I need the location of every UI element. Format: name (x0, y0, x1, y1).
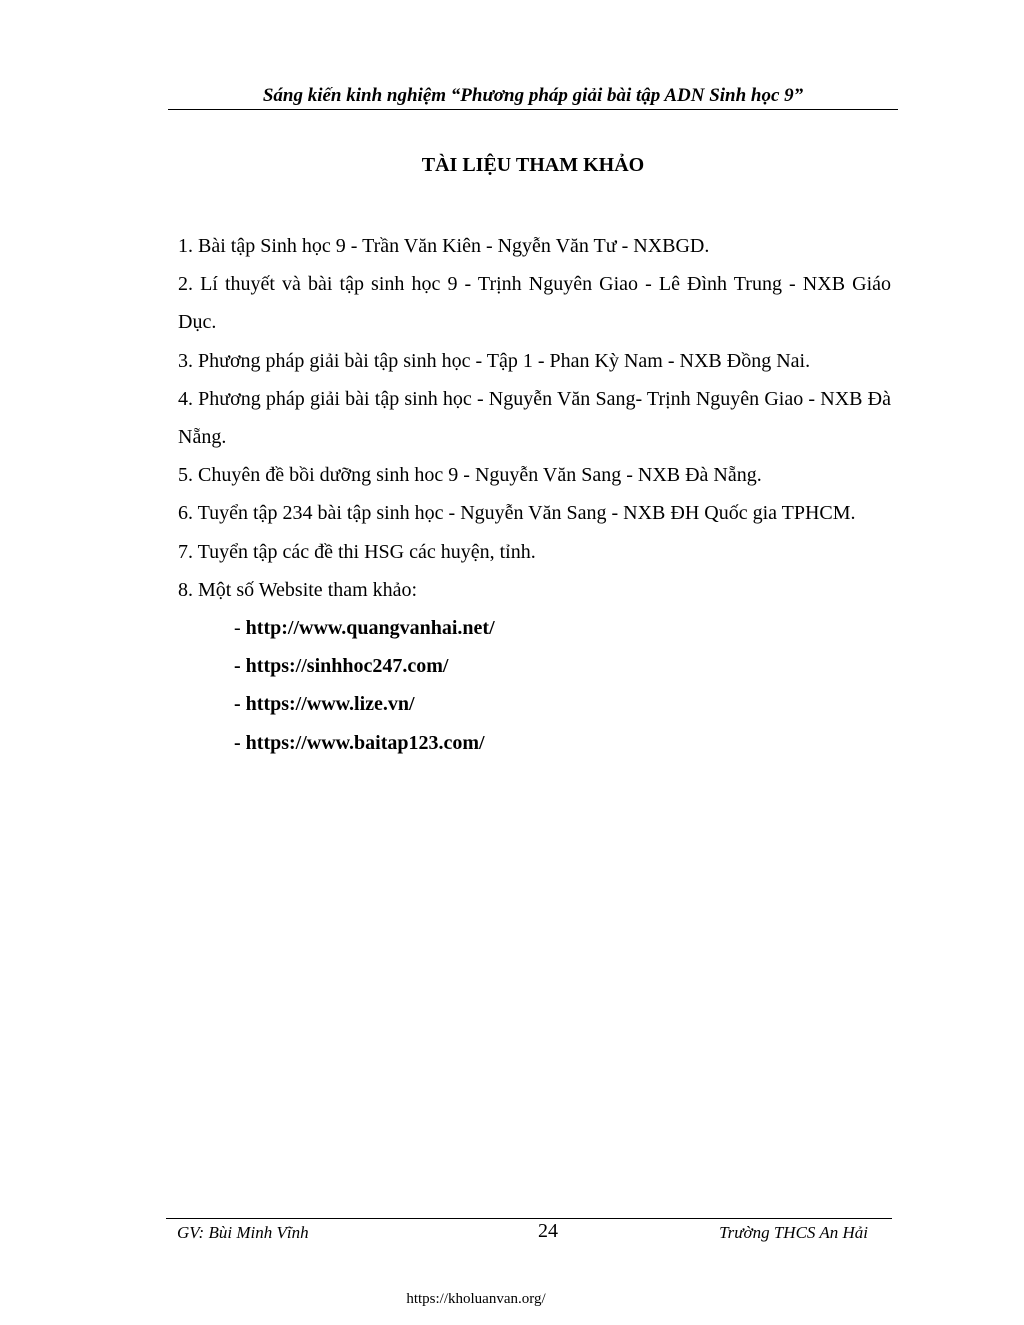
website-link-sinhhoc247[interactable]: https://sinhhoc247.com/ (245, 655, 449, 678)
reference-list (178, 227, 891, 762)
footer-school: Trường THCS An Hải (719, 1223, 868, 1242)
reference-item-1: 1. Bài tập Sinh học 9 - Trần Văn Kiên - Ngyễn Văn Tư - NXBGD. (178, 235, 710, 257)
page-number: 24 (538, 1220, 558, 1242)
website-dash: - (234, 655, 241, 678)
header-divider (168, 109, 898, 110)
website-dash: - (234, 731, 241, 754)
section-title: TÀI LIỆU THAM KHẢO (421, 154, 645, 176)
reference-item-6: 6. Tuyển tập 234 bài tập sinh học - Nguyễn Văn Sang - NXB ĐH Quốc gia TPHCM. (178, 502, 856, 525)
watermark-url[interactable]: https://kholuanvan.org/ (406, 1291, 546, 1307)
website-item (178, 685, 891, 723)
website-link-baitap123[interactable]: https://www.baitap123.com/ (245, 731, 485, 754)
page-header-title: Sáng kiến kinh nghiệm “Phương pháp giải bài tập ADN Sinh học 9” (262, 85, 804, 106)
website-item (178, 647, 891, 685)
reference-item-2: 2. Lí thuyết và bài tập sinh học 9 - Trịnh Nguyên Giao - Lê Đình Trung - NXB Giáo Dục. (178, 273, 891, 334)
footer-author: GV: Bùi Minh Vĩnh (177, 1223, 309, 1242)
reference-item-5: 5. Chuyên đề bồi dưỡng sinh hoc 9 - Nguyễn Văn Sang - NXB Đà Nẵng. (178, 464, 762, 487)
website-dash: - (234, 617, 241, 640)
website-item (178, 724, 891, 762)
reference-item-7: 7. Tuyển tập các đề thi HSG các huyện, tỉnh. (178, 540, 536, 563)
reference-item-8: 8. Một số Website tham khảo: (178, 578, 418, 601)
website-item (178, 609, 891, 647)
reference-item-4: 4. Phương pháp giải bài tập sinh học - Nguyễn Văn Sang- Trịnh Nguyên Giao - NXB Đà Nẵng. (178, 387, 891, 449)
website-dash: - (234, 693, 241, 716)
website-link-lize[interactable]: https://www.lize.vn/ (245, 693, 415, 716)
reference-item-3: 3. Phương pháp giải bài tập sinh học - Tập 1 - Phan Kỳ Nam - NXB Đồng Nai. (178, 349, 811, 372)
website-link-quangvanhai[interactable]: http://www.quangvanhai.net/ (245, 617, 495, 640)
